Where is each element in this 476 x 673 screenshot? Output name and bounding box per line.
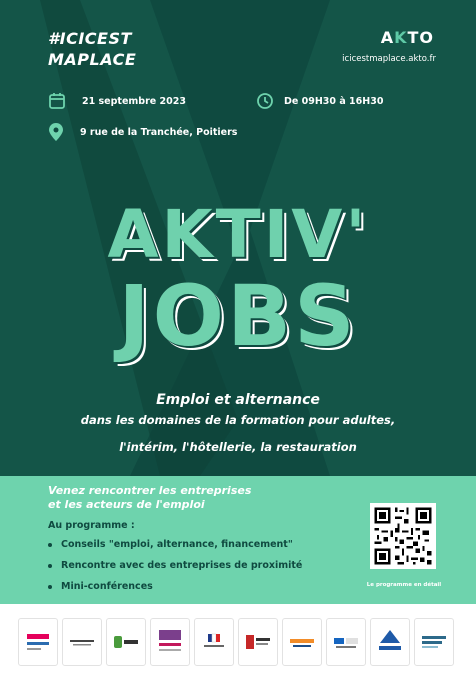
bullet-icon [48,564,52,568]
partner-logo-1 [18,618,58,666]
program-item-label: Rencontre avec des entreprises de proximité [61,560,303,571]
partner-logo-2 [62,618,102,666]
partner-logo-8 [326,618,366,666]
program-section [0,476,476,604]
subtitle-domains: dans les domaines de la formation pour adultes, [80,413,396,427]
partner-logo-5 [194,618,234,666]
partner-logo-7 [282,618,322,666]
invitation-text [48,484,251,512]
invitation-line1: Venez rencontrer les entreprises [48,484,252,497]
time-info [256,92,383,110]
title-line1: AKTIV' [107,196,369,273]
event-address: 9 rue de la Tranchée, Poitiers [80,126,238,138]
partner-logo-10 [414,618,454,666]
title-line2: JOBS [118,267,358,365]
qr-code[interactable] [370,503,436,569]
date-info [48,92,186,110]
program-item [48,560,302,571]
program-item [48,539,293,550]
brand-rest: TO [407,28,434,47]
partner-logos-bar [0,604,476,673]
brand-k: K [394,28,408,47]
subtitle-main: Emploi et alternance [156,392,320,408]
hashtag-line2: MAPLACE [48,50,137,69]
program-item [48,581,153,592]
akto-logo [381,28,434,47]
partner-logo-6 [238,618,278,666]
website-link[interactable]: icicestmaplace.akto.fr [342,54,436,64]
brand-a: A [380,28,395,47]
program-item-label: Conseils "emploi, alternance, financement" [61,539,293,550]
calendar-icon [48,92,66,110]
event-time: De 09H30 à 16H30 [284,95,384,107]
hashtag [48,28,136,70]
bullet-icon [48,543,52,547]
qr-caption: Le programme en détail [366,582,442,588]
program-heading: Au programme : [48,520,135,531]
partner-logo-9 [370,618,410,666]
hashtag-line1: #ICICEST [48,29,132,48]
event-date: 21 septembre 2023 [82,95,186,107]
location-pin-icon [48,122,64,142]
bullet-icon [48,585,52,589]
partner-logo-3 [106,618,146,666]
subtitle-sectors: l'intérim, l'hôtellerie, la restauration [119,440,357,454]
partner-logo-4 [150,618,190,666]
invitation-line2: et les acteurs de l'emploi [48,498,205,511]
program-item-label: Mini-conférences [61,581,153,592]
clock-icon [256,92,274,110]
address-info [48,122,237,142]
